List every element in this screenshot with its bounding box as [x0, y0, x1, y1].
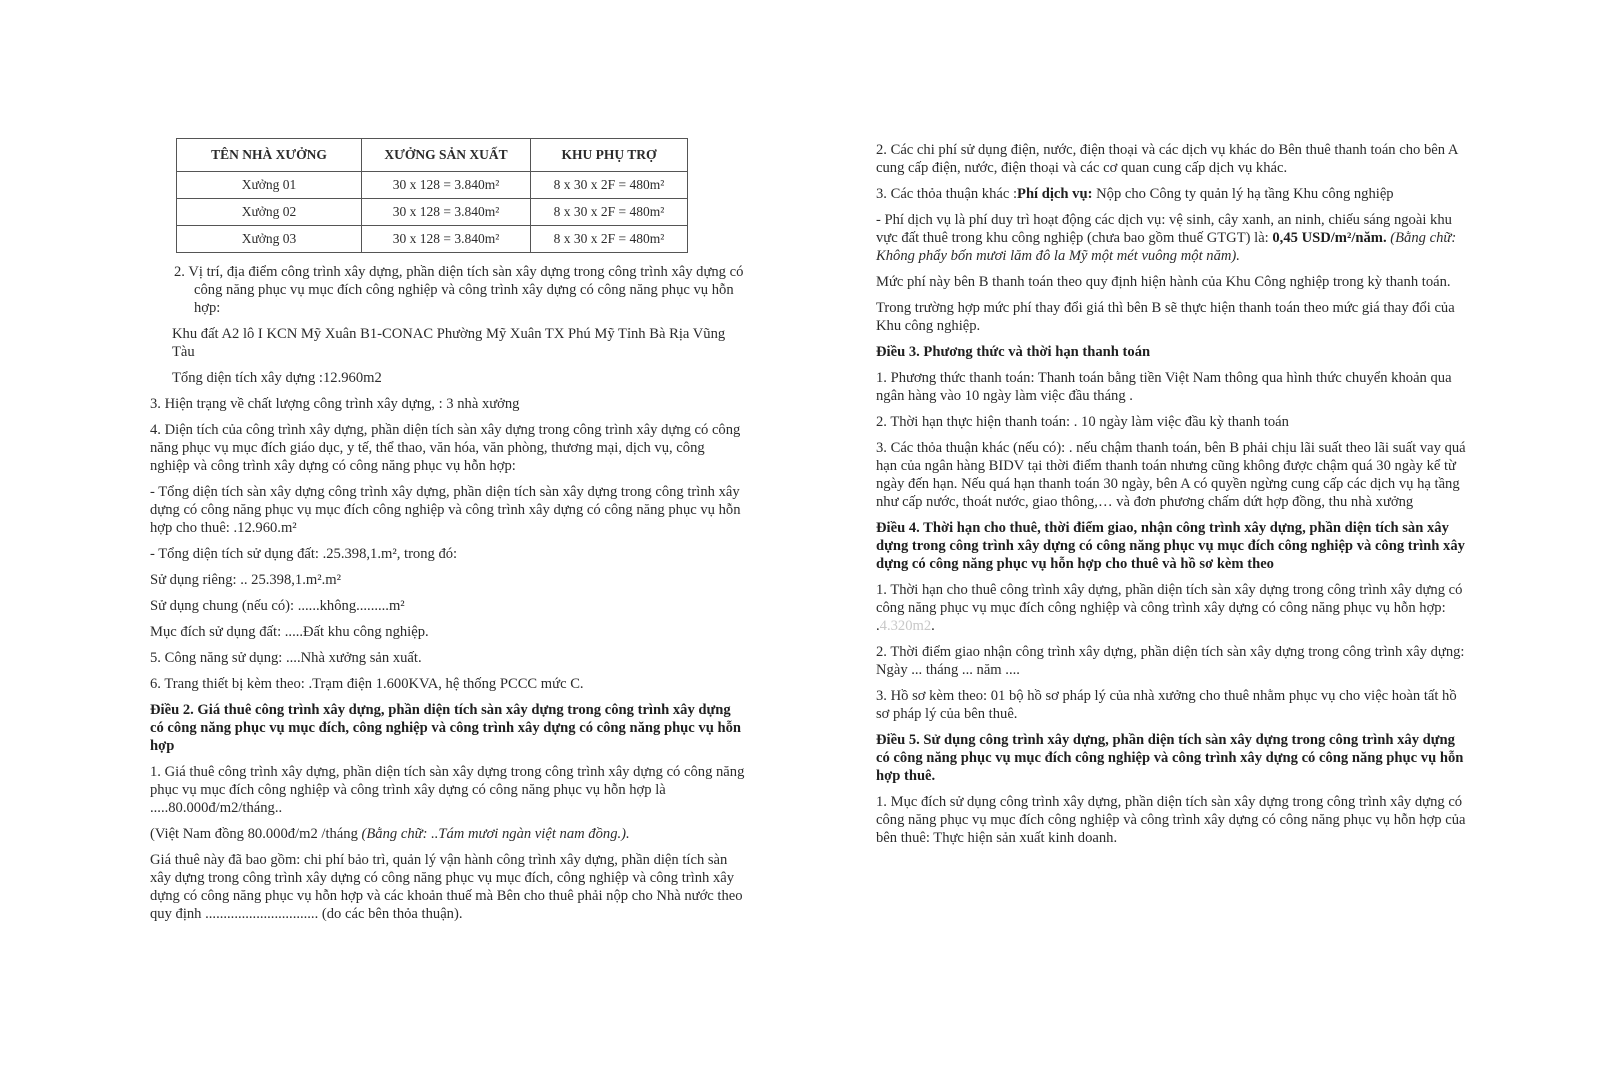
paragraph-late-payment: 3. Các thỏa thuận khác (nếu có): . nếu chậm thanh toán, bên B phải chịu lãi suất theo lãi suất vay quá hạn của ngân hàng BIDV tại thời điểm thanh toán nhưng cũng không được chậm quá 30 ngày kể từ ngày đến hạn. Nếu quá hạn thanh toán 30 ngày, bên A có quyền ngừng cung cấp các dịch vụ hạ tầng như cấp nước, thoát nước, giao thông,… và đơn phương chấm dứt hợp đồng, thu nhà xưởng [876, 440, 1466, 510]
paragraph-land: Khu đất A2 lô I KCN Mỹ Xuân B1-CONAC Phường Mỹ Xuân TX Phú Mỹ Tỉnh Bà Rịa Vũng Tàu [172, 326, 726, 360]
paragraph-land-area: - Tổng diện tích sử dụng đất: .25.398,1.m², trong đó: [150, 546, 458, 562]
table-cell: Xưởng 03 [177, 226, 362, 253]
table-row [177, 199, 688, 226]
paragraph-fee-change: Trong trường hợp mức phí thay đổi giá thì bên B sẽ thực hiện thanh toán theo mức giá thay đổi của Khu công nghiệp. [876, 300, 1455, 334]
paragraph-build-area: Tổng diện tích xây dựng :12.960m2 [172, 370, 382, 386]
table-cell: 8 x 30 x 2F = 480m² [531, 172, 688, 199]
paragraph-function: 5. Công năng sử dụng: ....Nhà xưởng sản xuất. [150, 650, 422, 666]
table-header-cell: TÊN NHÀ XƯỞNG [177, 139, 362, 172]
right-column [876, 141, 1472, 855]
heading-article-5-text: Điều 5. Sử dụng công trình xây dựng, phần diện tích sàn xây dựng trong công trình xây dựng có công năng phục vụ mục đích công nghiệp và công trình xây dựng có công năng phục vụ hỗn hợp thuê. [876, 732, 1464, 784]
table-header-cell: XƯỞNG SẢN XUẤT [362, 139, 531, 172]
table-cell: 30 x 128 = 3.840m² [362, 226, 531, 253]
heading-article-2 [150, 701, 746, 755]
service-fee-amount: 0,45 USD/m²/năm. [1272, 230, 1387, 246]
service-fee-payee: Nộp cho Công ty quản lý hạ tầng Khu công nghiệp [1092, 186, 1394, 202]
paragraph-payment-deadline: 2. Thời hạn thực hiện thanh toán: . 10 ngày làm việc đầu kỳ thanh toán [876, 414, 1289, 430]
paragraph-service-fee [876, 211, 1472, 265]
paragraph-status: 3. Hiện trạng về chất lượng công trình xây dựng, : 3 nhà xưởng [150, 396, 520, 412]
paragraph-other-agreements [876, 185, 1472, 203]
heading-article-3-text: Điều 3. Phương thức và thời hạn thanh toán [876, 344, 1151, 360]
lease-term-end: . [931, 618, 935, 634]
paragraph-lease-term [876, 581, 1472, 635]
paragraph-shared-use: Sử dụng chung (nếu có): ......không.........m² [150, 598, 405, 614]
table-cell: 30 x 128 = 3.840m² [362, 172, 531, 199]
factory-table [176, 138, 688, 253]
paragraph-private-use: Sử dụng riêng: .. 25.398,1.m².m² [150, 572, 341, 588]
table-header-row [177, 139, 688, 172]
service-fee-words: (Bằng chữ: Không phẩy bốn mươi lăm đô la Mỹ một mét vuông một năm). [876, 230, 1457, 264]
paragraph-rent-price: 1. Giá thuê công trình xây dựng, phần diện tích sàn xây dựng trong công trình xây dựng có công năng phục vụ mục đích công nghiệp và công trình xây dựng có công năng phục vụ hỗn hợp là .....80.000đ/m2/tháng.. [150, 764, 745, 816]
table-row [177, 172, 688, 199]
paragraph-equipment: 6. Trang thiết bị kèm theo: .Trạm điện 1.600KVA, hệ thống PCCC mức C. [150, 676, 584, 692]
paragraph-payment-method: 1. Phương thức thanh toán: Thanh toán bằng tiền Việt Nam thông qua hình thức chuyển khoản qua ngân hàng vào 10 ngày làm việc đầu tháng . [876, 370, 1452, 404]
paragraph-fee-payment: Mức phí này bên B thanh toán theo quy định hiện hành của Khu Công nghiệp trong kỳ thanh toán. [876, 274, 1451, 290]
paragraph-rent-includes: Giá thuê này đã bao gồm: chi phí bảo trì, quản lý vận hành công trình xây dựng, phần diện tích sàn xây dựng trong công trình xây dựng có công năng phục vụ mục đích, công nghiệp và công trình xây dựng có công năng phục vụ hỗn hợp và các khoản thuế mà Bên cho thuê phải nộp cho Nhà nước theo quy định ............................... (do các bên thỏa thuận). [150, 852, 743, 922]
table-cell: Xưởng 02 [177, 199, 362, 226]
heading-article-4 [876, 519, 1472, 573]
rent-in-words: (Bằng chữ: ..Tám mươi ngàn việt nam đồng.). [361, 826, 630, 842]
paragraph-documents: 3. Hồ sơ kèm theo: 01 bộ hồ sơ pháp lý của nhà xưởng cho thuê nhằm phục vụ cho việc hoàn tất hồ sơ pháp lý của bên thuê. [876, 688, 1457, 722]
paragraph-location: 2. Vị trí, địa điểm công trình xây dựng, phần diện tích sàn xây dựng trong công trình xây dựng có công năng phục vụ mục đích công nghiệp và công trình xây dựng có công năng phục vụ hỗn hợp: [174, 264, 744, 316]
service-fee-desc: - Phí dịch vụ là phí duy trì hoạt động các dịch vụ: vệ sinh, cây xanh, an ninh, chiếu sáng ngoài khu vực đất thuê trong khu công nghiệp (chưa bao gồm thuế GTGT) là: [876, 212, 1452, 246]
heading-article-3 [876, 343, 1472, 361]
heading-article-5 [876, 731, 1472, 785]
lease-term-text: 1. Thời hạn cho thuê công trình xây dựng, phần diện tích sàn xây dựng trong công trình xây dựng có công năng phục vụ mục đích công nghiệp và công trình xây dựng có công năng phục vụ hỗn hợp: . [876, 582, 1463, 634]
other-agreements-label: 3. Các thỏa thuận khác : [876, 186, 1018, 202]
heading-article-2-text: Điều 2. Giá thuê công trình xây dựng, phần diện tích sàn xây dựng trong công trình xây dựng có công năng phục vụ mục đích, công nghiệp và công trình xây dựng có công năng phục vụ hỗn hợp [150, 702, 742, 754]
paragraph-handover: 2. Thời điểm giao nhận công trình xây dựng, phần diện tích sàn xây dựng trong công trình xây dựng: Ngày ... tháng ... năm .... [876, 644, 1465, 678]
paragraph-utility-costs: 2. Các chi phí sử dụng điện, nước, điện thoại và các dịch vụ khác do Bên thuê thanh toán cho bên A cung cấp điện, nước, điện thoại và các cơ quan cung cấp dịch vụ khác. [876, 142, 1458, 176]
table-cell: 8 x 30 x 2F = 480m² [531, 226, 688, 253]
table-cell: 30 x 128 = 3.840m² [362, 199, 531, 226]
lease-term-area: 4.320m2 [879, 618, 932, 634]
paragraph-usage-purpose: 1. Mục đích sử dụng công trình xây dựng, phần diện tích sàn xây dựng trong công trình xây dựng có công năng phục vụ mục đích công nghiệp và công trình xây dựng có công năng phục vụ hỗn hợp của bên thuê: Thực hiện sản xuất kinh doanh. [876, 794, 1466, 846]
paragraph-area-detail: 4. Diện tích của công trình xây dựng, phần diện tích sàn xây dựng trong công trình xây dựng có công năng phục vụ mục đích giáo dục, y tế, thể thao, văn hóa, văn phòng, thương mại, dịch vụ, công nghiệp và công trình xây dựng có công năng phục vụ hỗn hợp: [150, 422, 741, 474]
paragraph-land-purpose: Mục đích sử dụng đất: .....Đất khu công nghiệp. [150, 624, 429, 640]
table-row [177, 226, 688, 253]
table-cell: 8 x 30 x 2F = 480m² [531, 199, 688, 226]
paragraph-floor-area: - Tổng diện tích sàn xây dựng công trình xây dựng, phần diện tích sàn xây dựng trong công trình xây dựng có công năng phục vụ mục đích công nghiệp và công trình xây dựng có công năng phục vụ hỗn hợp cho thuê: .12.960.m² [150, 484, 741, 536]
heading-article-4-text: Điều 4. Thời hạn cho thuê, thời điểm giao, nhận công trình xây dựng, phần diện tích sàn xây dựng trong công trình xây dựng có công năng phục vụ mục đích công nghiệp và công trình xây dựng có công năng phục vụ hỗn hợp cho thuê và hồ sơ kèm theo [876, 520, 1465, 572]
rent-amount: (Việt Nam đồng 80.000đ/m2 /tháng [150, 826, 362, 842]
paragraph-rent-words [150, 825, 746, 843]
service-fee-label: Phí dịch vụ: [1017, 186, 1093, 202]
table-cell: Xưởng 01 [177, 172, 362, 199]
table-header-cell: KHU PHỤ TRỢ [531, 139, 688, 172]
left-column [150, 138, 746, 931]
